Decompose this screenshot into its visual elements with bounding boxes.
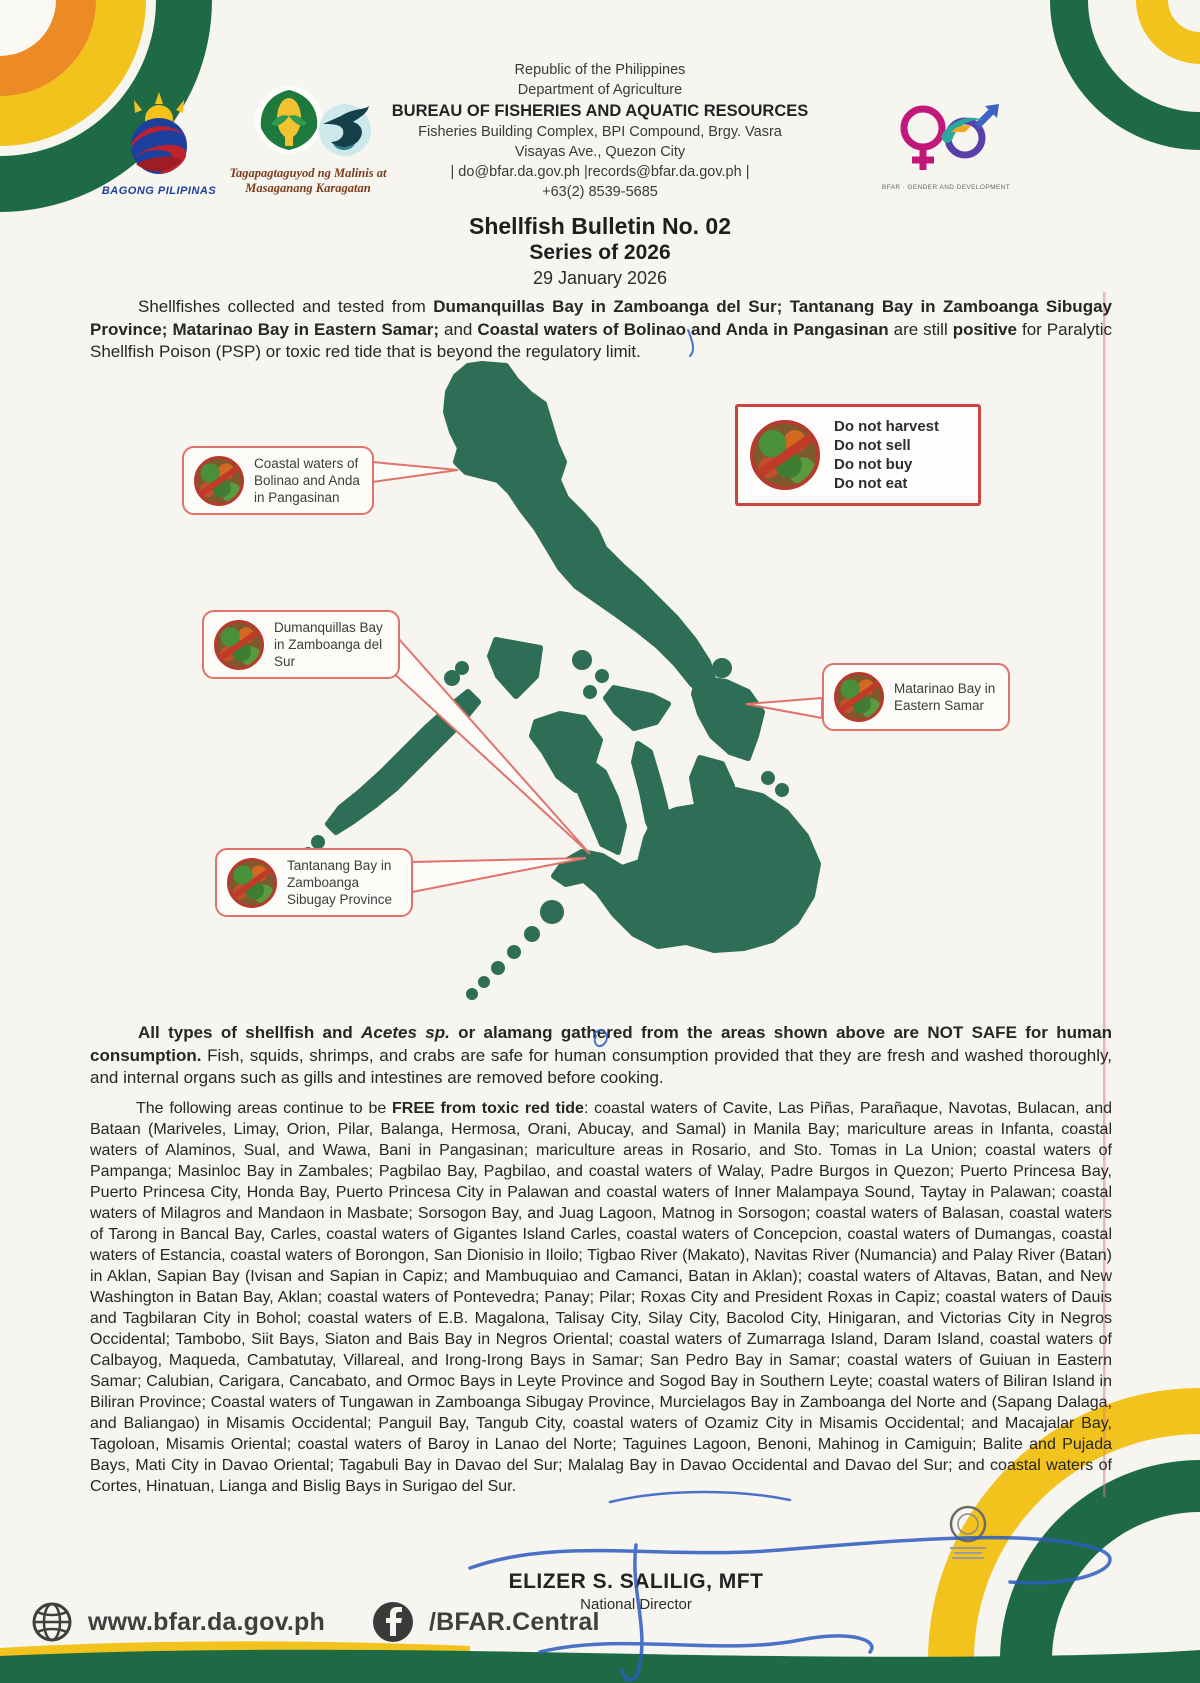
department-of-agriculture-logo — [255, 86, 323, 154]
signatory-title: National Director — [580, 1596, 692, 1613]
footer-website: www.bfar.da.gov.ph — [88, 1607, 325, 1636]
gad-logo — [878, 92, 1014, 191]
leader-bolinao — [372, 462, 458, 482]
callout-bolinao-label: Coastal waters of Bolinao and Anda in Pangasinan — [254, 456, 360, 505]
bulletin-number-title: Shellfish Bulletin No. 02 — [469, 213, 731, 239]
warning-line-harvest: Do not harvest — [834, 418, 940, 435]
bulletin-title-block — [0, 212, 1200, 290]
bulletin-series: Series of 2026 — [529, 241, 671, 264]
letterhead-department: Department of Agriculture — [517, 82, 683, 98]
bagong-pilipinas-label: BAGONG PILIPINAS — [101, 185, 217, 197]
gender-and-development-icon — [881, 92, 1011, 178]
letterhead-address1: Fisheries Building Complex, BPI Compound, Brgy. Vasra — [418, 124, 782, 140]
callout-matarinao — [822, 663, 1010, 731]
no-shellfish-icon — [750, 420, 820, 490]
callout-tantanang — [215, 848, 413, 917]
certification-seal — [942, 1502, 994, 1567]
gad-caption: BFAR · GENDER AND DEVELOPMENT — [881, 184, 1011, 191]
footer — [30, 1600, 600, 1644]
no-shellfish-icon — [834, 672, 884, 722]
free-areas-paragraph: The following areas continue to be FREE from toxic red tide: coastal waters of Cavite, Las Piñas, Parañaque, Navotas, Bulacan, and Bataan (Mariveles, Limay, Orion, Pilar, Balanga, Hermosa, Orani, Abucay, and Samal) in Manila Bay; mariculture areas in Infanta, coastal waters of Alaminos, Sual, and Wawa, Bani in Pangasinan; mariculture areas in Rosario, and Sto. Tomas in La Union; coastal waters of Pampanga; Masinloc Bay in Zambales; Pagbilao Bay, Pagbilao, and coastal waters of Walay, Padre Burgos in Quezon; Puerto Princesa Bay, Puerto Princesa City, Honda Bay, Puerto Princesa City in Palawan and coastal waters of Inner Malampaya Sound, Taytay in Palawan; coastal waters of Milagros and Mandaon in Masbate; Sorsogon Bay, and Juag Lagoon, Matnog in Sorsogon; coastal waters of Balasan, coastal waters of Tarong in Bancal Bay, Carles, coastal waters of Gigantes Island Carles, coastal waters of Concepcion, coastal waters of Dumangas, coastal waters of Estancia, coastal waters of Borongon, San Dionisio in Iloilo; Tigbao River (Makato), Navitas River (Numancia) and Palay River (Batan) in Aklan, Sapian Bay (Ivisan and Sapian in Capiz; and Mambuquiao and Camanci, Batan in Aklan); coastal waters of Altavas, Batan, and New Washington in Batan Bay, Aklan; coastal waters of Pontevedra; Panay; Pilar; Roxas City and President Roxas in Capiz; coastal waters of Dauis and Tagbilaran City in Bohol; coastal waters of E.B. Magalona, Talisay City, Silay City, Bacolod City, Hinigaran, and Victorias City in Negros Occidental; Tambobo, Siit Bays, Siaton and Bais Bay in Negros Oriental; coastal waters of Zumarraga Island, Daram Island, coastal waters of Calbayog, Maqueda, Cambatutay, Villareal, and Irong-Irong Bays in Samar; San Pedro Bay in Samar; coastal waters of Guiuan in Eastern Samar; Calubian, Carigara, Cancabato, and Ormoc Bays in Leyte Province and Sogod Bay in Southern Leyte; coastal waters of Biliran Island in Biliran Province; Coastal waters of Tungawan in Zamboanga Sibugay Province, Murcielagos Bay in Zamboanga del Norte and (Sapang Dalaga, and Baliangao) in Misamis Occidental; Panguil Bay, Tangub City, coastal waters of Ozamiz City in Misamis Occidental; and Macajalar Bay, Tagoloan, Misamis Oriental; coastal waters of Baroy in Lanao del Norte; Taguines Lagoon, Benoni, Mahinog in Camiguin; Balite and Pujada Bays, Mati City in Davao Oriental; Tagabuli Bay in Davao del Sur; Malalag Bay in Davao Occidental and Davao del Sur; and coastal waters of Cortes, Hinatuan, Lianga and Bislig Bays in Surigao del Sur. — [90, 1100, 1112, 1495]
no-shellfish-icon — [194, 456, 244, 506]
callout-dumanquillas — [202, 610, 400, 679]
warning-box — [735, 404, 981, 506]
certification-seal-icon — [942, 1502, 994, 1562]
no-shellfish-icon — [214, 620, 264, 670]
warning-line-buy: Do not buy — [834, 456, 913, 473]
callout-bolinao — [182, 446, 374, 515]
letterhead-emails: | do@bfar.da.gov.ph |records@bfar.da.gov.ph | — [450, 164, 750, 180]
footer-facebook-handle: /BFAR.Central — [428, 1607, 600, 1636]
letterhead-bureau: BUREAU OF FISHERIES AND AQUATIC RESOURCES — [391, 102, 809, 120]
letterhead-phone: +63(2) 8539-5685 — [542, 184, 658, 200]
callout-dumanquillas-label: Dumanquillas Bay in Zamboanga del Sur — [274, 620, 383, 669]
letterhead — [350, 60, 850, 202]
letterhead-republic: Republic of the Philippines — [514, 62, 686, 78]
bulletin-date: 29 January 2026 — [532, 268, 668, 288]
da-tagline-line2: Masaganang Karagatan — [245, 181, 371, 195]
callout-matarinao-label: Matarinao Bay in Eastern Samar — [894, 681, 996, 713]
letterhead-address2: Visayas Ave., Quezon City — [514, 144, 686, 160]
da-tagline-line1: Tagapagtaguyod ng Malinis at — [229, 166, 387, 180]
intro-paragraph: Shellfishes collected and tested from Dumanquillas Bay in Zamboanga del Sur; Tantanang Bay in Zamboanga Sibugay Province; Matarinao Bay in Eastern Samar; and Coastal waters of Bolinao and Anda in Pangasinan are still positive for Paralytic Shellfish Poison (PSP) or toxic red tide that is beyond the regulatory limit. — [90, 297, 1112, 361]
advisory-paragraph: All types of shellfish and Acetes sp. or alamang gathered from the areas shown above are NOT SAFE for human consumption. Fish, squids, shrimps, and crabs are safe for human consumption provided that they are fresh and washed thoroughly, and internal organs such as gills and intestines are removed before cooking. — [90, 1023, 1112, 1087]
signatory-name: ELIZER S. SALILIG, MFT — [508, 1570, 764, 1593]
warning-line-sell: Do not sell — [834, 437, 911, 454]
swirl-globe-icon — [131, 118, 187, 174]
warning-lines — [834, 417, 939, 493]
bagong-pilipinas-emblem — [100, 86, 218, 178]
warning-line-eat: Do not eat — [834, 475, 908, 492]
facebook-icon — [371, 1600, 415, 1644]
globe-icon — [30, 1600, 74, 1644]
callout-tantanang-label: Tantanang Bay in Zamboanga Sibugay Province — [287, 858, 393, 907]
no-shellfish-icon — [227, 858, 277, 908]
